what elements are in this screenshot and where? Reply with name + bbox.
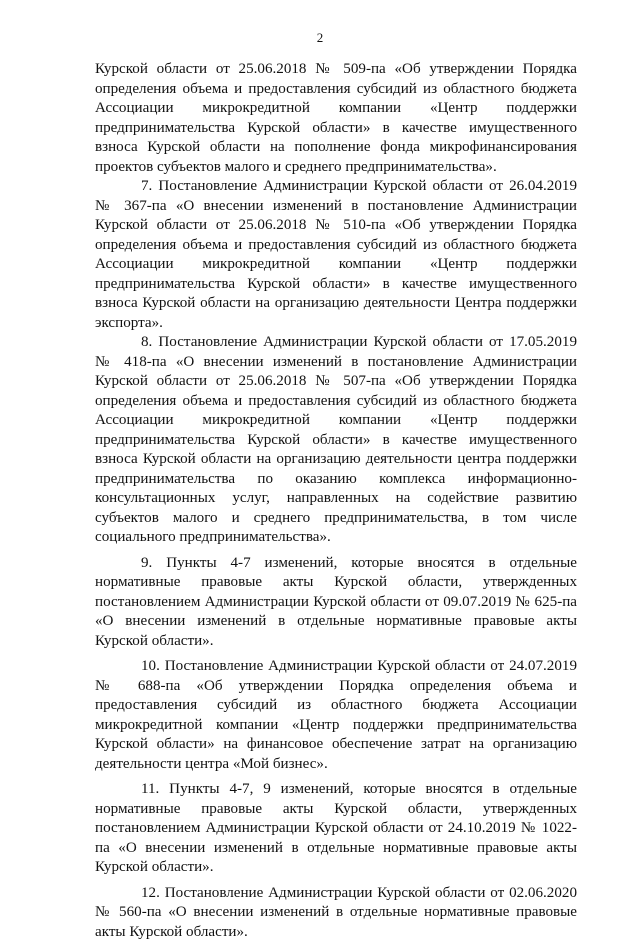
- paragraph-item-10: 10. Постановление Администрации Курской области от 24.07.2019 № 688-па «Об утверждении Порядка определения объема и предоставления субсидий из областного бюджета Ассоциации микрокредитной компании «Центр поддержки предпринимательства Курской области» на финансовое обеспечение затрат на организацию деятельности центра «Мой бизнес».: [95, 657, 577, 774]
- document-body: [95, 60, 577, 942]
- paragraph-item-7: 7. Постановление Администрации Курской области от 26.04.2019 № 367-па «О внесении изменений в постановление Администрации Курской области от 25.06.2018 № 510-па «Об утверждении Порядка определения объема и предоставления субсидий из областного бюджета Ассоциации микрокредитной компании «Центр поддержки предпринимательства Курской области» в качестве имущественного взноса Курской области на организацию деятельности Центра поддержки экспорта».: [95, 177, 577, 333]
- paragraph-item-12: 12. Постановление Администрации Курской области от 02.06.2020 № 560-па «О внесении изменений в отдельные нормативные правовые акты Курской области».: [95, 884, 577, 942]
- page-number: 2: [0, 30, 640, 46]
- paragraph-item-8: 8. Постановление Администрации Курской области от 17.05.2019 № 418-па «О внесении изменений в постановление Администрации Курской области от 25.06.2018 № 507-па «Об утверждении Порядка определения объема и предоставления субсидий из областного бюджета Ассоциации микрокредитной компании «Центр поддержки предпринимательства Курской области» в качестве имущественного взноса Курской области на организацию деятельности центра поддержки предпринимательства по оказанию комплекса информационно-консультационных услуг, направленных на содействие развитию субъектов малого и среднего предпринимательства, в том числе социального предпринимательства».: [95, 333, 577, 548]
- paragraph-item-11: 11. Пункты 4-7, 9 изменений, которые вносятся в отдельные нормативные правовые акты Курской области, утвержденных постановлением Администрации Курской области от 24.10.2019 № 1022-па «О внесении изменений в отдельные нормативные правовые акты Курской области».: [95, 780, 577, 878]
- paragraph-continuation: Курской области от 25.06.2018 № 509-па «Об утверждении Порядка определения объема и предоставления субсидий из областного бюджета Ассоциации микрокредитной компании «Центр поддержки предпринимательства Курской области» в качестве имущественного взноса Курской области на пополнение фонда микрофинансирования проектов субъектов малого и среднего предпринимательства».: [95, 60, 577, 177]
- paragraph-item-9: 9. Пункты 4-7 изменений, которые вносятся в отдельные нормативные правовые акты Курской области, утвержденных постановлением Администрации Курской области от 09.07.2019 № 625-па «О внесении изменений в отдельные нормативные правовые акты Курской области».: [95, 554, 577, 652]
